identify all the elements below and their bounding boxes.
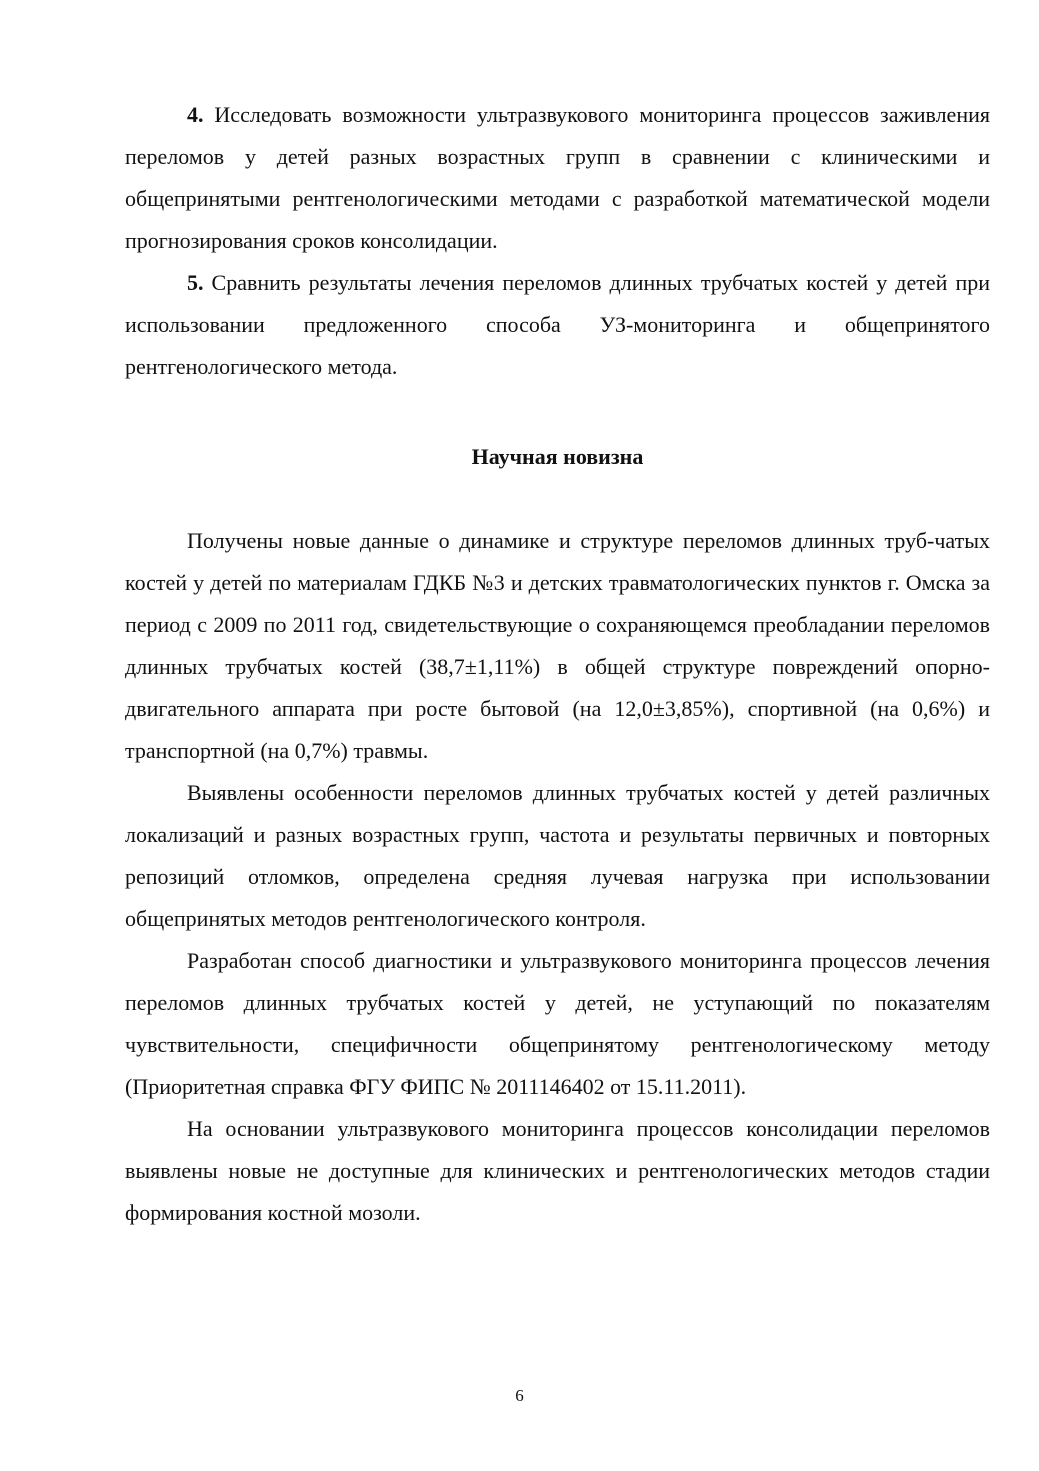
task-item-5 (125, 262, 990, 388)
novelty-paragraph-2: Выявлены особенности переломов длинных трубчатых костей у детей различных локализаций и разных возрастных групп, частота и результаты первичных и повторных репозиций отломков, определена средняя лучевая нагрузка при использовании общепринятых методов рентгенологического контроля. (125, 780, 990, 931)
novelty-paragraph-4: На основании ультразвукового мониторинга процессов консолидации переломов выявлены новые не доступные для клинических и рентгенологических методов стадии формирования костной мозоли. (125, 1116, 990, 1225)
task-number: 5. (187, 270, 204, 295)
page-content (125, 94, 990, 1234)
novelty-paragraph-1: Получены новые данные о динамике и структуре переломов длинных труб-чатых костей у детей по материалам ГДКБ №3 и детских травматологических пунктов г. Омска за период с 2009 по 2011 год, свидетельствующие о сохраняющемся преобладании переломов длинных трубчатых костей (38,7±1,11%) в общей структуре повреждений опорно-двигательного аппарата при росте бытовой (на 12,0±3,85%), спортивной (на 0,6%) и транспортной (на 0,7%) травмы. (125, 528, 990, 763)
task-text: Сравнить результаты лечения переломов длинных трубчатых костей у детей при использовании предложенного способа УЗ-мониторинга и общепринятого рентгенологического метода. (125, 270, 991, 379)
page-number: 6 (515, 1386, 524, 1405)
task-item-4 (125, 94, 990, 262)
task-text: Исследовать возможности ультразвукового мониторинга процессов заживления переломов у детей разных возрастных групп в сравнении с клиническими и общепринятыми рентгенологическими методами с разработкой математической модели прогнозирования сроков консолидации. (125, 102, 990, 253)
task-number: 4. (187, 102, 204, 127)
section-heading: Научная новизна (471, 444, 644, 469)
novelty-paragraph-3: Разработан способ диагностики и ультразвукового мониторинга процессов лечения переломов длинных трубчатых костей у детей, не уступающий по показателям чувствительности, специфичности общепринятому рентгенологическому методу (Приоритетная справка ФГУ ФИПС № 2011146402 от 15.11.2011). (125, 948, 990, 1099)
